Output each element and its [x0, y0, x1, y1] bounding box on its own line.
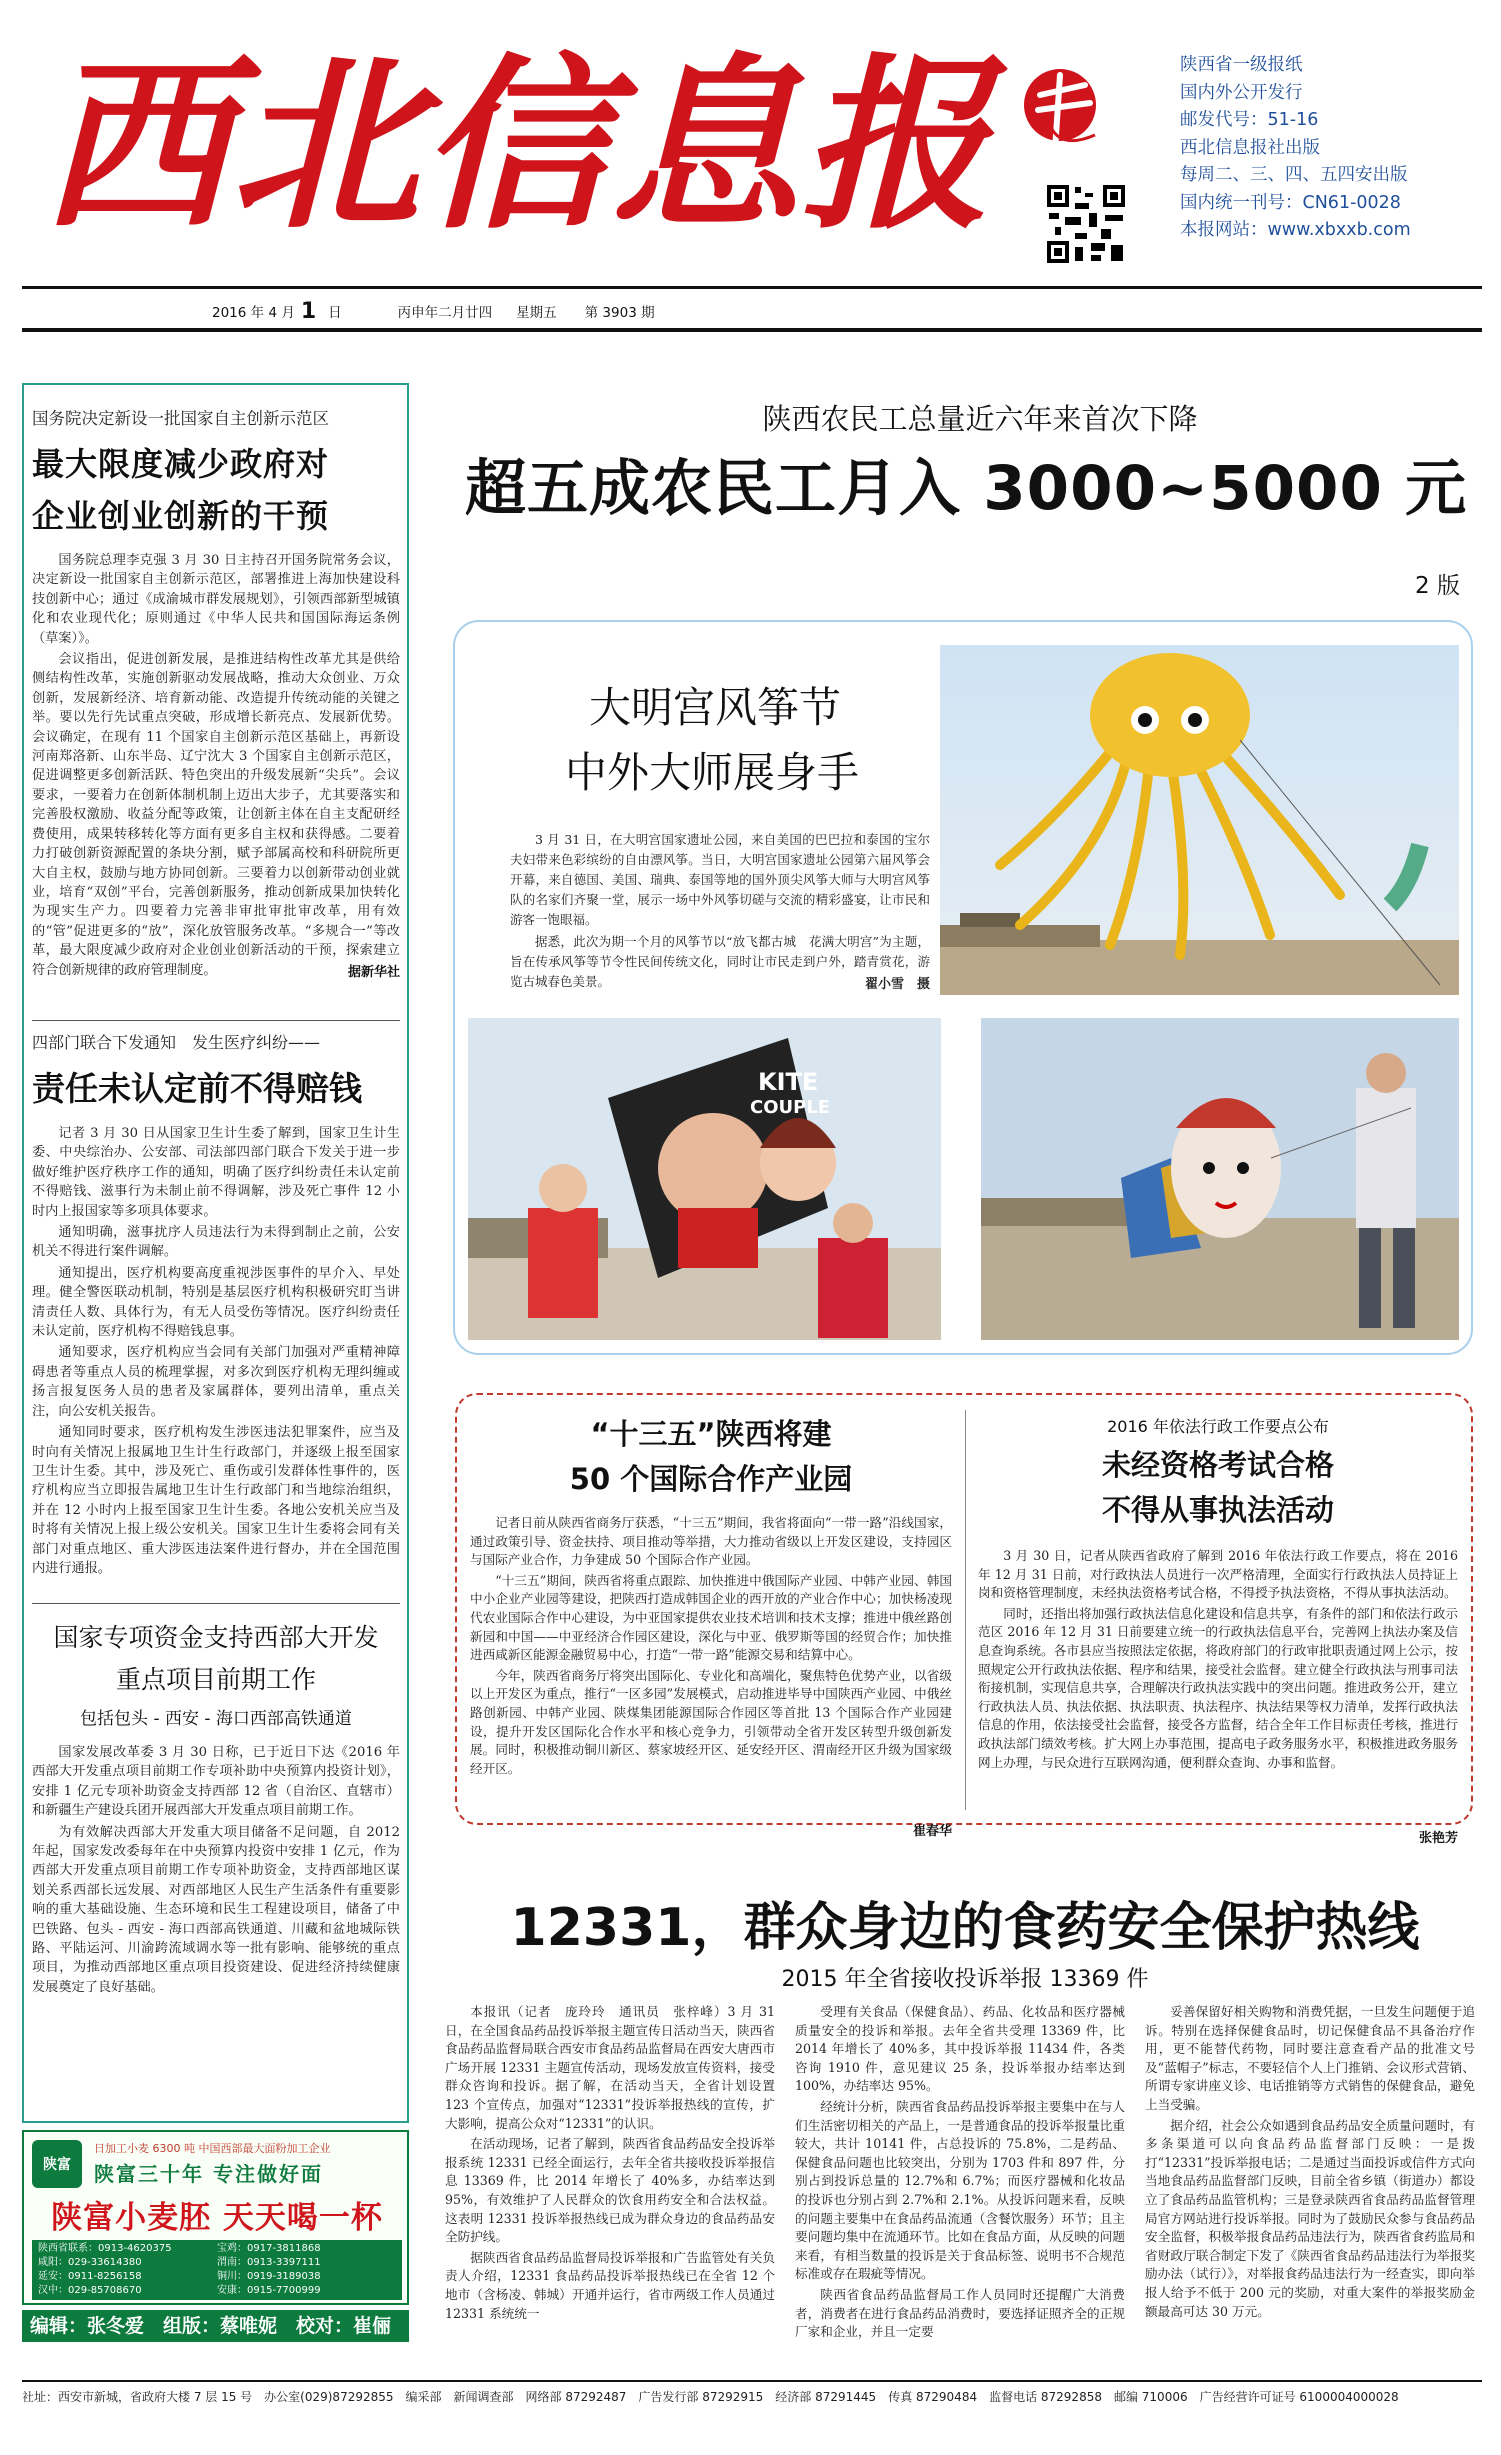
masthead-info — [1180, 52, 1470, 245]
paragraph: 本报讯（记者 庞玲玲 通讯员 张梓峰）3 月 31 日，在全国食品药品投诉举报主题宣传日活动当天，陕西省食品药品监督局联合西安市食品药品监督局在西安大唐西市广场开展 12331 主题宣传活动，现场发放宣传资料，接受群众咨询和投诉。据了解，在活动当天，全省计划设置 123 个宣传点，加强对“12331”投诉举报热线的宣传，扩大影响，提高公众对“12331”的认识。 — [445, 2004, 775, 2131]
footer-info: 社址：西安市新城，省政府大楼 7 层 15 号 办公室(029)87292855 编采部 新闻调查部 网络部 87292487 广告发行部 87292915 经济部 87291445 传真 87290484 监督电话 87292858 邮编 710006 广告经营许可证号 6100004000028 — [22, 2390, 1399, 2404]
dateline — [212, 296, 1112, 326]
masthead — [0, 0, 1501, 290]
paragraph: “十三五”期间，陕西省将重点跟踪、加快推进中俄国际产业园、中韩产业园、韩国中小企业产业园等建设，把陕西打造成韩国企业的西开放的产业合作中心；加快杨凌现代农业国际合作中心建设，为中亚国家提供农业技术培训和技术支撑；推进中俄丝路创新园和中国——中亚经济合作园区建设，深化与中亚、俄罗斯等国的经贸合作；加快推进西咸新区能源金融贸易中心，打造“一带一路”能源交易和结算中心。 — [470, 1572, 952, 1663]
divider — [32, 1020, 400, 1021]
paragraph: 通知明确，滋事扰序人员违法行为未得到制止之前，公安机关不得进行案件调解。 — [32, 1225, 400, 1260]
paragraph: 3 月 30 日，记者从陕西省政府了解到 2016 年依法行政工作要点，将在 2016 年 12 月 31 日前，对行政执法人员进行一次严格清理，全面实行行政执法人员持证上岗和资格管理制度，未经执法资格考试合格，不得授予执法资格，不得从事执法活动。 — [978, 1548, 1458, 1601]
paragraph: 今年，陕西省商务厅将突出国际化、专业化和高端化，聚焦特色优势产业，以省级以上开发区为重点，推行“一区多园”发展模式，启动推进毕导中国陕西产业园、中俄丝路创新园、中韩产业园、陕煤集团能源国际合作园区等首批 13 个国际合作产业园建设，提升开发区国际化合作水平和核心竞争力，引领带动全省开发区转型升级创新发展。同时，积极推动铜川新区、蔡家坡经开区、延安经开区、渭南经开区升级为国家级经开区。 — [470, 1667, 952, 1776]
ad-contacts — [32, 2240, 402, 2300]
headline: “十三五”陕西将建 — [590, 1417, 832, 1451]
advertisement — [22, 2130, 409, 2305]
headline: 责任未认定前不得赔钱 — [32, 1069, 362, 1108]
paragraph: 通知要求，医疗机构应当会同有关部门加强对严重精神障碍患者等重点人员的梳理掌握，对多次到医疗机构无理纠缠或扬言报复医务人员的患者及家属群体，要列出清单，重点关注，向公安机关报告。 — [32, 1345, 400, 1419]
info-line: 陕西省一级报纸 — [1180, 55, 1303, 75]
photo-kite-couple — [468, 1018, 941, 1340]
paragraph: 受理有关食品（保健食品）、药品、化妆品和医疗器械质量安全的投诉和举报。去年全省共受理 13369 件，比 2014 年增长了 40%多，其中投诉举报 11434 件，各类咨询 1910 件，意见建议 25 条，投诉举报办结率达到 100%，办结率达 95%。 — [795, 2004, 1125, 2094]
paragraph: 在活动现场，记者了解到，陕西省食品药品安全投诉举报系统 12331 已经全面运行，去年全省共接收投诉举报信息 13369 件，比 2014 年增长了 40%多，办结率达到 95%，有效维护了人民群众的饮食用药安全和合法权益。这表明 12331 投诉举报热线已成为群众身边的食品药品安全防护线。 — [445, 2136, 775, 2245]
ad-brand-logo — [32, 2140, 82, 2188]
ad-contact: 陕西省联系：0913-4620375 — [38, 2243, 172, 2254]
article-west-dev — [32, 1618, 400, 2103]
lead-subtitle: 陕西农民工总量近六年来首次下降 — [762, 402, 1198, 436]
paragraph: 通知同时要求，医疗机构发生涉医违法犯罪案件，应当及时向有关情况上报属地卫生计生行政部门，并逐级上报至国家卫生计生委。其中，涉及死亡、重伤或引发群体性事件的，医疗机构应当立即报告属地卫生计生行政部门和当地综治组织，并在 12 小时内上报至国家卫生计生委。各地公安机关应当及时将有关情况上报上级公安机关。国家卫生计生委将会同有关部门对重点地区、重大涉医违法案件进行督办，并在全国范围内进行通报。 — [32, 1425, 400, 1576]
ad-contact: 安康：0915-7700999 — [217, 2285, 321, 2296]
kite-label: KITE — [758, 1068, 819, 1096]
masthead-rule — [22, 286, 1482, 289]
ad-contact: 铜川：0919-3189038 — [217, 2271, 321, 2282]
date-month: 2016 年 4 月 — [212, 305, 295, 321]
paragraph: 通知提出，医疗机构要高度重视涉医事件的早介入、早处理。健全警医联动机制，特别是基层医疗机构积极研究盯当讲清责任人数、具体行为，有无人员受伤等情况。医疗纠纷责任未认定前，医疗机构不得赔钱息事。 — [32, 1265, 400, 1340]
headline: 最大限度减少政府对 — [32, 445, 330, 483]
svg-text:西北信息报: 西北信息报 — [40, 35, 1009, 254]
byline: 据新华社 — [347, 965, 400, 980]
article-medical — [32, 1030, 400, 1609]
article-innovation — [32, 405, 400, 980]
paragraph: 据陕西省食品药品监督局投诉举报和广告监管处有关负责人介绍，12331 食品药品投诉举报热线已在全省 12 个地市（含杨凌、韩城）开通并运行，省市两级工作人员通过 12331 系统统一 — [445, 2249, 775, 2321]
paragraph: 经统计分析，陕西省食品药品投诉举报主要集中在与人们生活密切相关的产品上，一是普通食品的投诉举报量比重较大，共计 10141 件，占总投诉的 75.8%，二是药品、保健食品问题也比较突出，分别为 1703 件和 897 件，分别占到投诉总量的 12.7%和 6.7%；而医疗器械和化妆品的投诉也分别占到 2.7%和 2.1%。从投诉问题来看，反映的问题主要集中在食品药品流通（含餐饮服务）环节；且主要问题均集中在流通环节。比如在食品方面，从反映的问题来看，有相当数量的投诉是关于食品标签、说明书不合规范标准或存在瑕疵等情况。 — [795, 2098, 1125, 2282]
kite-label: COUPLE — [750, 1097, 831, 1118]
ad-contact: 延安：0911-8256158 — [38, 2271, 142, 2282]
emblem-icon — [1010, 55, 1110, 155]
article-law-enforcement — [978, 1414, 1458, 1846]
food-column-2 — [795, 2003, 1125, 2338]
food-headline: 12331，群众身边的食药安全保护热线 — [510, 1898, 1420, 1958]
kite-caption — [510, 830, 930, 995]
divider — [32, 1603, 400, 1604]
paragraph: 会议指出，促进创新发展，是推进结构性改革尤其是供给侧结构性改革，实施创新驱动发展战略，推动大众创业、万众创新，发展新经济、培育新动能、改造提升传统动能的关键之举。要以先行先试重点突破，形成增长新亮点、发展新优势。会议确定，在现有 11 个国家自主创新示范区基础上，再新设河南郑洛新、山东半岛、辽宁沈大 3 个国家自主创新示范区，促进调整更多创新活跃、特色突出的升级发展新“尖兵”。会议要求，一要着力在创新体制机制上迈出大步子，尤其要落实和完善股权激励、收益分配等政策，让创新主体在自主支配研经费使用，成果转移转化等方面有更多自主权和获得感。二要着力打破创新资源配置的条块分割，赋予部属高校和科研院所更大自主权，鼓励与地方协同创新。三要着力以创新带动创业就业，培育“双创”平台，完善创新服务，推动创新成果加快转化为现实生产力。四要着力完善非审批审批审改革，用有效的“管”促进更多的“放”，深化放管服务改革。“多规合一”等改革，最大限度减少政府对企业创业创新活动的干预，探索建立符合创新规律的政府管理制度。 — [32, 652, 400, 978]
box-divider — [965, 1410, 966, 1810]
paragraph: 据介绍，社会公众如遇到食品药品安全质量问题时，有多条渠道可以向食品药品监督部门反映：一是拨打“12331”投诉举报电话；二是通过当面投诉或信件方式向当地食品药品监督部门反映，目前全省乡镇（街道办）都设立了食品药品监管机构；三是登录陕西省食品药品监督管理局官方网站进行投诉举报。同时为了鼓励民众参与食品药品安全监督，积极举报食品药品违法行为，陕西省食药监局和省财政厅联合制定下发了《陕西省食品药品违法行为举报奖励办法（试行）》，对举报食药品违法行为一经查实，即向举报人给予不低于 200 元的奖励，对重大案件的举报奖励金额最高可达 30 万元。 — [1145, 2117, 1476, 2319]
ad-contact: 渭南：0913-3397111 — [217, 2257, 321, 2268]
paragraph: 记者 3 月 30 日从国家卫生计生委了解到，国家卫生计生委、中央综治办、公安部、司法部四部门联合下发关于进一步做好维护医疗秩序工作的通知，明确了医疗纠纷责任未认定前不得赔钱、滋事行为未制止前不得调解，涉及死亡事件 12 小时内上报国家等多项具体要求。 — [32, 1126, 400, 1219]
paragraph: 国务院总理李克强 3 月 30 日主持召开国务院常务会议，决定新设一批国家自主创新示范区，部署推进上海加快建设科技创新中心；通过《成渝城市群发展规划》，引领西部新型城镇化和农业现代化；原则通过《中华人民共和国国际海运条例（草案）》。 — [32, 553, 400, 646]
jump-page: 2 版 — [1415, 573, 1460, 599]
headline: 重点项目前期工作 — [115, 1665, 316, 1694]
food-column-1 — [445, 2003, 775, 2338]
article-body — [470, 1514, 952, 1820]
info-line: 国内外公开发行 — [1180, 82, 1303, 103]
ad-contact: 宝鸡：0917-3811868 — [217, 2243, 321, 2254]
byline: 张艳芳 — [1418, 1831, 1458, 1846]
kicker: 2016 年依法行政工作要点公布 — [1107, 1417, 1329, 1436]
headline: 未经资格考试合格 — [1101, 1448, 1334, 1482]
ad-brand: 陕富 — [43, 2157, 71, 2173]
paragraph: 为有效解决西部大开发重大项目储备不足问题，自 2012 年起，国家发改委每年在中央预算内投资中安排 1 亿元，作为西部大开发重点项目前期工作专项补助资金，支持西部地区谋划关系西部长远发展、对西部地区人民生产生活条件有重要影响的重大基础设施、生态环境和民生工程建设项目，储备了中巴铁路、包头 - 西安 - 海口西部高铁通道、川藏和盆地城际铁路、平陆运河、川渝跨流域调水等一批有影响、能够统的重点项目，为推动西部地区重点项目投资建设、促进经济持续健康发展奠定了良好基础。 — [32, 1824, 400, 1995]
lead-headline: 超五成农民工月入 3000~5000 元 — [465, 453, 1468, 524]
editors-bar: 编辑：张冬爱 组版：蔡唯妮 校对：崔俪 — [22, 2310, 409, 2342]
headline: 不得从事执法活动 — [1101, 1493, 1334, 1527]
newspaper-logo — [40, 35, 1009, 254]
info-line: 邮发代号：51-16 — [1180, 110, 1319, 130]
photo-opera-kites — [981, 1018, 1459, 1340]
footer-rule — [22, 2380, 1482, 2382]
dateline-rule — [22, 328, 1482, 332]
date-day-suffix: 日 — [328, 305, 342, 321]
weekday: 星期五 — [516, 305, 557, 321]
paragraph: 据悉，此次为期一个月的风筝节以“放飞都古城 花满大明宫”为主题，旨在传承风筝等节令性民间传统文化，同时让市民走到户外，踏青赏花，游览古城春色美景。 — [510, 934, 930, 989]
article-body — [978, 1547, 1458, 1827]
subtitle: 包括包头 - 西安 - 海口西部高铁通道 — [80, 1709, 352, 1729]
byline: 翟小雪 摄 — [864, 977, 930, 992]
kite-headline: 大明宫风筝节 — [588, 683, 841, 732]
info-line: 本报网站：www.xbxxb.com — [1180, 220, 1411, 240]
photo-octopus-kite — [940, 645, 1459, 995]
kicker: 四部门联合下发通知 发生医疗纠纷—— — [32, 1033, 321, 1052]
paragraph: 记者日前从陕西省商务厅获悉，“十三五”期间，我省将面向“一带一路”沿线国家，通过政策引导、资金扶持、项目推动等举措，大力推动省级以上开发区建设，支持园区与国际产业合作，力争建成 50 个国际合作产业园。 — [470, 1515, 952, 1568]
headline: 企业创业创新的干预 — [32, 497, 330, 535]
ad-main-slogan: 陕富小麦胚 天天喝一杯 — [51, 2200, 383, 2236]
paragraph: 国家发展改革委 3 月 30 日称，已于近日下达《2016 年西部大开发重点项目前期工作专项补助中央预算内投资计划》，安排 1 亿元专项补助资金支持西部 12 省（自治区、直辖市）和新疆生产建设兵团开展西部大开发重点项目前期工作。 — [32, 1745, 400, 1819]
article-body — [32, 1124, 400, 1609]
food-column-3 — [1145, 2003, 1475, 2338]
lunar-date: 丙申年二月廿四 — [397, 305, 493, 321]
ad-top-line: 日加工小麦 6300 吨 中国西部最大面粉加工企业 — [94, 2142, 331, 2155]
byline: 崔春华 — [912, 1824, 952, 1839]
food-subtitle: 2015 年全省接收投诉举报 13369 件 — [781, 1967, 1149, 1992]
kicker: 国务院决定新设一批国家自主创新示范区 — [32, 409, 329, 428]
info-line: 每周二、三、四、五四安出版 — [1180, 165, 1408, 185]
headline: 50 个国际合作产业园 — [569, 1462, 853, 1496]
paragraph: 3 月 31 日，在大明宫国家遗址公园，来自美国的巴巴拉和泰国的宝尔夫妇带来色彩缤纷的自由漂风筝。当日，大明宫国家遗址公园第六届风筝会开幕，来自德国、美国、瑞典、泰国等地的国外顶尖风筝大师与大明宫风筝队的名家们齐聚一堂，展示一场中外风筝切磋与交流的精彩盛宴，让市民和游客一饱眼福。 — [510, 832, 930, 927]
info-line: 国内统一刊号：CN61-0028 — [1180, 192, 1401, 213]
kite-headline: 中外大师展身手 — [564, 748, 859, 797]
ad-contact: 咸阳：029-33614380 — [38, 2257, 142, 2268]
ad-slogan: 陕富三十年 专注做好面 — [94, 2162, 323, 2186]
article-industrial-parks — [470, 1412, 952, 1839]
paragraph: 妥善保留好相关购物和消费凭据，一旦发生问题便于追诉。特别在选择保健食品时，切记保健食品不具备治疗作用，更不能替代药物，同时要注意查看产品的批准文号及“蓝帽子”标志，不要轻信个人上门推销、会议形式营销、所谓专家讲座义诊、电话推销等方式销售的保健食品，避免上当受骗。 — [1145, 2004, 1475, 2112]
headline: 国家专项资金支持西部大开发 — [53, 1623, 379, 1652]
article-body — [32, 1743, 400, 2103]
date-day: 1 — [300, 298, 317, 324]
issue-number: 第 3903 期 — [584, 305, 655, 321]
paragraph: 陕西省食品药品监督局工作人员同时还提醒广大消费者，消费者在进行食品药品消费时，要选择证照齐全的正规厂家和企业，并且一定要 — [795, 2286, 1125, 2340]
qr-code-icon — [1045, 183, 1127, 265]
ad-contact: 汉中：029-85708670 — [38, 2285, 142, 2296]
info-line: 西北信息报社出版 — [1180, 137, 1320, 158]
paragraph: 同时，还指出将加强行政执法信息化建设和信息共享，有条件的部门和依法行政示范区 2016 年 12 月 31 日前要建立统一的行政执法信息平台，完善网上执法办案及信息查询系统。各市县应当按照法定依据，将政府部门的行政审批职责通过网上公示，按照规定公开行政执法依据、程序和结果，接受社会监督。建立健全行政执法与刑事司法衔接机制，实现信息共享，合理解决行政执法实践中的突出问题。推进政务公开，建立行政执法人员、执法依据、执法职责、执法程序、执法结果等权力清单，发挥行政执法信息的作用，依法接受社会监督，接受各方监督，结合全年工作目标责任考核，推进行政执法部门绩效考核。扩大网上办事范围，提高电子政务服务水平，积极推进政务服务网上办理，与民众进行互联网沟通，便利群众查询、办事和监督。 — [978, 1605, 1458, 1770]
